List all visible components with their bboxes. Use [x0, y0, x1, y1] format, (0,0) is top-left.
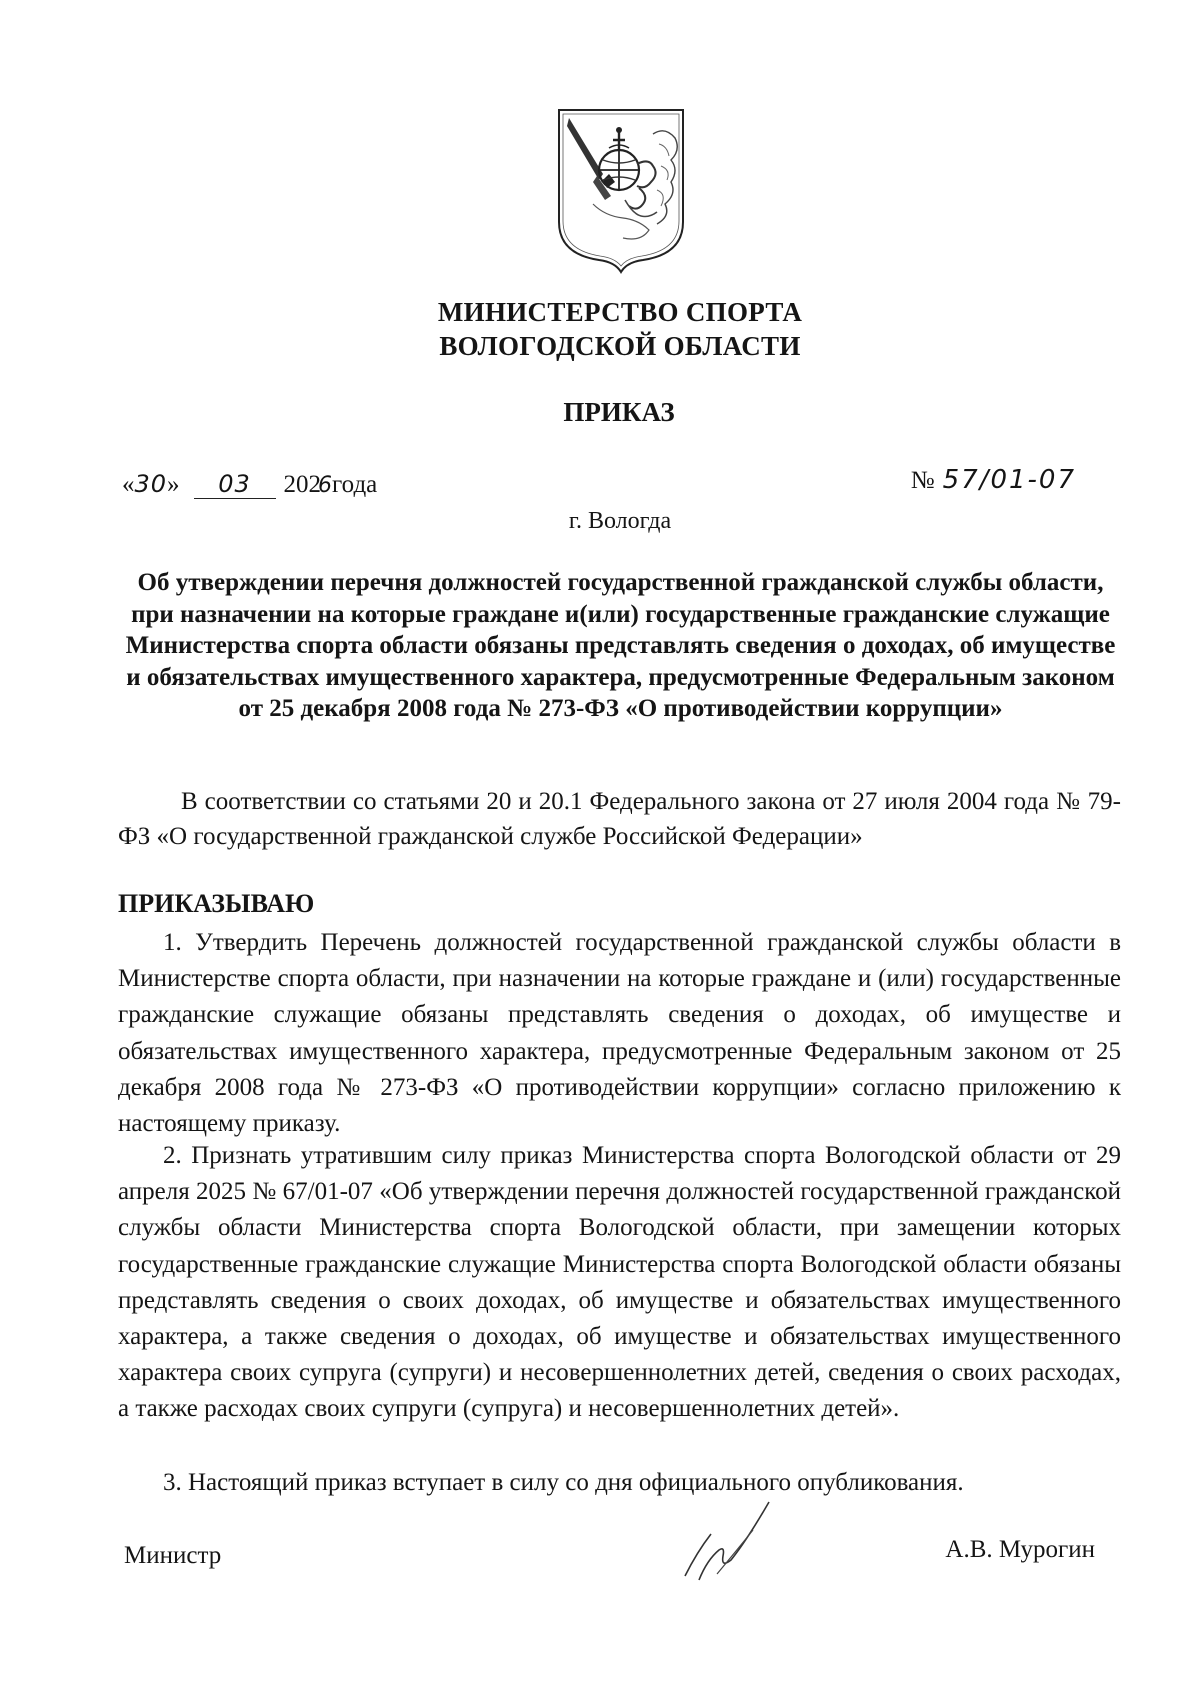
coat-of-arms-icon — [553, 104, 689, 276]
date-year-handwritten: 6 — [318, 473, 333, 498]
document-title: Об утверждении перечня должностей государственной гражданской службы области, при назначении на которые граждане и(или) государственные гражданские служащие Министерства спорта области обязаны представлять сведения о доходах, об имуществе и обязательствах имущественного характера, предусмотренные Федеральным законом от 25 декабря 2008 года № 273-ФЗ «О противодействии коррупции» — [125, 569, 1116, 723]
date-month: 03 — [218, 470, 251, 498]
organization-name-line2: ВОЛОГОДСКОЙ ОБЛАСТИ — [439, 331, 801, 361]
date-quote-close: » — [167, 471, 180, 498]
order-item-1: 1. Утвердить Перечень должностей государственной гражданской службы области в Министерстве спорта области, при назначении на которые граждане и (или) государственные гражданские служащие обязаны представлять сведения о доходах, об имуществе и обязательствах имущественного характера, предусмотренные Федеральным законом от 25 декабря 2008 года № 273-ФЗ «О противодействии коррупции» согласно приложению к настоящему приказу. — [118, 929, 1121, 1138]
document-city: г. Вологда — [568, 508, 672, 534]
document-date — [122, 470, 377, 499]
order-item-2: 2. Признать утратившим силу приказ Министерства спорта Вологодской области от 29 апреля 2025 № 67/01-07 «Об утверждении перечня должностей государственной гражданской службы области Министерства спорта Вологодской области, при замещении которых государственные гражданские служащие Министерства спорта Вологодской области обязаны представлять сведения о своих доходах, об имуществе и обязательствах имущественного характера, а также сведения о доходах, об имуществе и обязательствах имущественного характера своих супруга (супруги) и несовершеннолетних детей, сведения о своих расходах, а также расходах своих супруги (супруга) и несовершеннолетних детей». — [118, 1142, 1121, 1423]
order-item-3: 3. Настоящий приказ вступает в силу со дня официального опубликования. — [163, 1469, 964, 1496]
date-year-printed: 202 — [283, 471, 322, 498]
order-word: ПРИКАЗЫВАЮ — [118, 889, 315, 918]
date-quote-open: « — [122, 471, 135, 498]
number-value: 57/01-07 — [942, 465, 1076, 495]
signer-name: А.В. Мурогин — [945, 1536, 1095, 1563]
signer-position: Министр — [124, 1542, 222, 1569]
legal-basis: В соответствии со статьями 20 и 20.1 Федерального закона от 27 июля 2004 года № 79-ФЗ «О государственной гражданской службе Российской Федерации» — [118, 788, 1121, 850]
document-number — [911, 465, 1076, 495]
date-day: 30 — [134, 470, 168, 498]
signature-icon — [677, 1490, 787, 1584]
number-label: № — [910, 467, 935, 494]
organization-name-line1: МИНИСТЕРСТВО СПОРТА — [437, 297, 803, 327]
document-type: ПРИКАЗ — [563, 397, 675, 427]
date-year-suffix: года — [332, 471, 378, 498]
